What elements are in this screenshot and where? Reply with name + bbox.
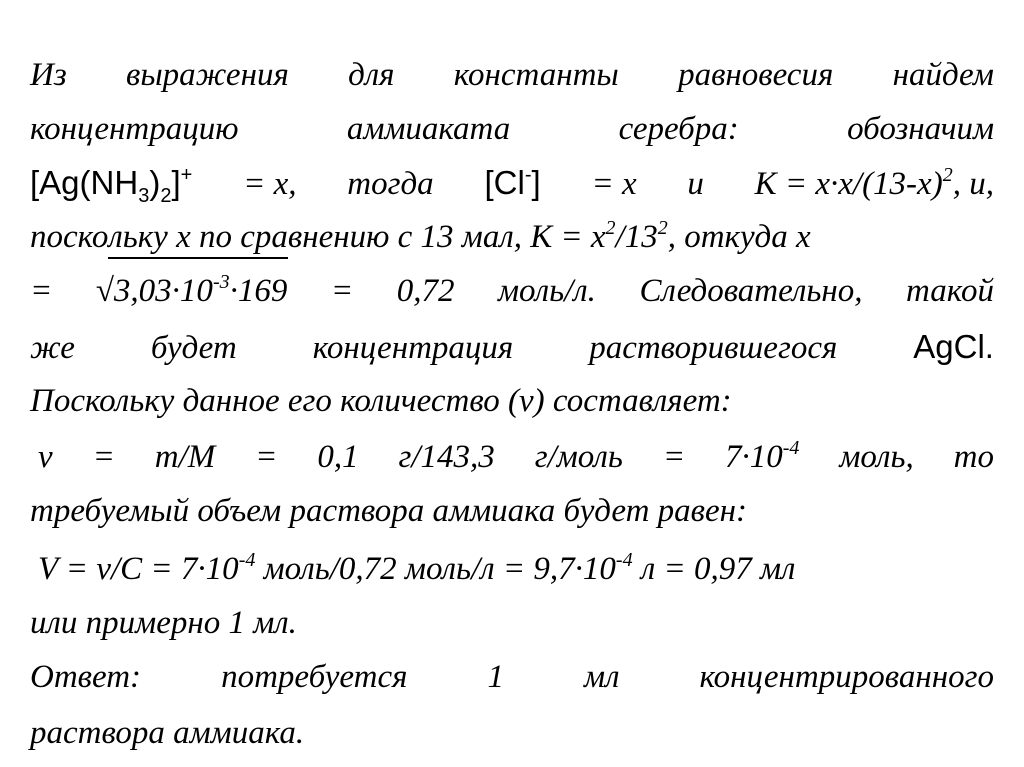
word: концентрированного: [699, 659, 994, 695]
text-line-2: [30, 104, 994, 154]
formula-agcl: AgCl.: [913, 328, 994, 365]
word: же: [30, 330, 75, 366]
word: мл: [584, 659, 620, 695]
word: Следовательно,: [639, 273, 863, 309]
text-fragment: г/моль: [534, 439, 623, 475]
word: Из: [30, 57, 67, 93]
text-fragment: г/143,3: [398, 439, 495, 475]
word: константы: [453, 57, 619, 93]
text-line-9: требуемый объем раствора аммиака будет равен:: [30, 493, 747, 529]
word: то: [953, 439, 994, 475]
text-fragment: = x: [591, 166, 637, 202]
answer-label: Ответ:: [30, 659, 142, 695]
word: аммиаката: [346, 111, 511, 147]
word: моль,: [839, 439, 914, 475]
word: серебра:: [618, 111, 739, 147]
word: равновесия: [678, 57, 834, 93]
text-line-5: [30, 266, 994, 316]
formula-sqrt: $√3,03\cdot 10^{-3}\cdot 169$: [95, 271, 288, 309]
word: концентрацию: [30, 111, 239, 147]
word: растворившегося: [589, 330, 838, 366]
text-line-3: [30, 158, 994, 208]
answer-line: [30, 652, 994, 702]
formula-moles: $7\cdot 10^{-4}$: [725, 437, 800, 475]
text-line-8: [38, 432, 994, 482]
text-fragment: 0,72: [396, 273, 455, 309]
word: тогда: [347, 166, 434, 202]
text-line-1: [30, 50, 994, 100]
text-fragment: = x,: [243, 166, 297, 202]
word: найдем: [892, 57, 994, 93]
word: и: [687, 166, 704, 202]
underlined-text: льку x по сра: [108, 218, 288, 259]
formula-m-over-m: m/M: [154, 439, 216, 475]
word: для: [348, 57, 395, 93]
text-line-6: [30, 322, 994, 372]
text-line-4: поскольку x по сравнению с 13 мал, $К = x^2/13^2$, откуда x: [30, 212, 994, 262]
text-fragment: =: [662, 439, 686, 475]
text-fragment: =: [30, 273, 53, 309]
word: 1: [487, 659, 504, 695]
word: концентрация: [312, 330, 514, 366]
text-fragment: =: [330, 273, 354, 309]
text-fragment: 0,1: [317, 439, 359, 475]
word: обозначим: [847, 111, 994, 147]
text-line-10: $V = \nu/C = 7\cdot 10^{-4}$ моль/0,72 моль/л = $9,7\cdot 10^{-4}$ л = 0,97 мл: [38, 549, 796, 587]
formula-k: $К = x\cdot x/(13-x)^2$, и,: [754, 164, 994, 202]
formula-cl: [Cl-]: [484, 164, 541, 201]
text-line-11: или примерно 1 мл.: [30, 605, 297, 641]
text-fragment: =: [255, 439, 278, 475]
text-line-7: Поскольку данное его количество (ν) составляет:: [30, 383, 732, 419]
word: потребуется: [221, 659, 408, 695]
text-line-13: раствора аммиака.: [30, 715, 305, 751]
text-fragment: =: [92, 439, 115, 475]
symbol-nu: ν: [38, 439, 53, 475]
word: моль/л.: [497, 273, 596, 309]
word: выражения: [126, 57, 289, 93]
formula-ag-complex: $[Ag(NH_3)_2]^+$: [30, 164, 193, 207]
word: такой: [906, 273, 994, 309]
word: будет: [150, 330, 237, 366]
